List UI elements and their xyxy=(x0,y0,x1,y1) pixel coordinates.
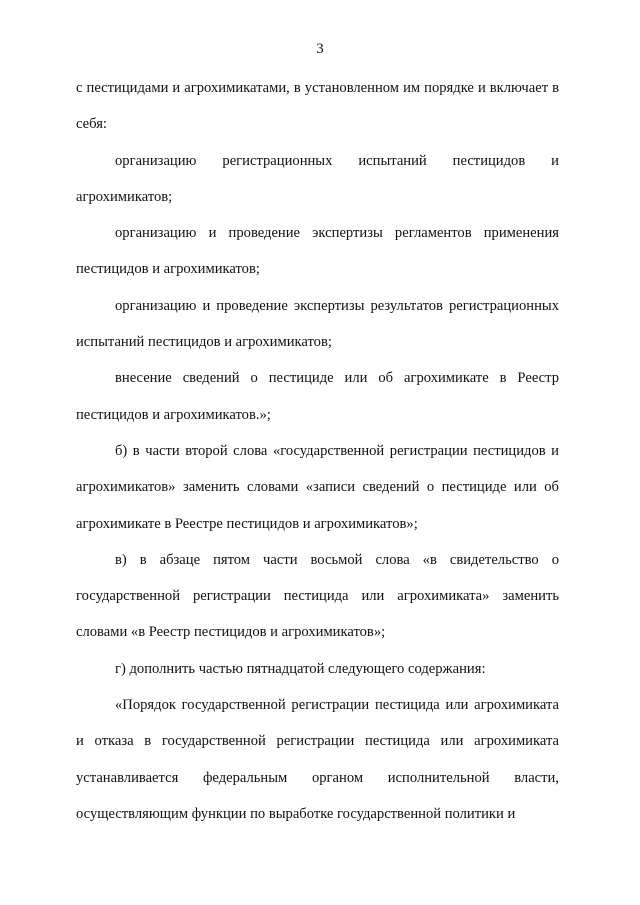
paragraph-registry-entry: внесение сведений о пестициде или об агрохимикате в Реестр пестицидов и агрохимикатов.»; xyxy=(76,370,559,423)
paragraph-procedure-quote: «Порядок государственной регистрации пестицида или агрохимиката и отказа в государственной регистрации пестицида или агрохимиката устанавливается федеральным органом исполнительной власти, осуществляющим функции по выработке государственной политики и xyxy=(76,697,559,822)
paragraph-continuation: с пестицидами и агрохимикатами, в установленном им порядке и включает в себя: xyxy=(76,80,559,133)
paragraph-item-g: г) дополнить частью пятнадцатой следующего содержания: xyxy=(115,660,486,677)
paragraph-results-expertise: организацию и проведение экспертизы результатов регистрационных испытаний пестицидов и агрохимикатов; xyxy=(76,297,559,351)
paragraph-item-v: в) в абзаце пятом части восьмой слова «в свидетельство о государственной регистрации пестицида или агрохимиката» заменить словами «в Реестр пестицидов и агрохимикатов»; xyxy=(76,551,559,641)
paragraph-registration-tests: организацию регистрационных испытаний пестицидов и агрохимикатов; xyxy=(76,152,559,205)
paragraph-item-b: б) в части второй слова «государственной регистрации пестицидов и агрохимикатов» заменить словами «записи сведений о пестициде или об агрохимикате в Реестре пестицидов и агрохимикатов»; xyxy=(76,442,559,532)
paragraph-regulations-expertise: организацию и проведение экспертизы регламентов применения пестицидов и агрохимикатов; xyxy=(76,225,559,278)
page-number: 3 xyxy=(316,41,324,57)
document-body xyxy=(76,70,559,832)
